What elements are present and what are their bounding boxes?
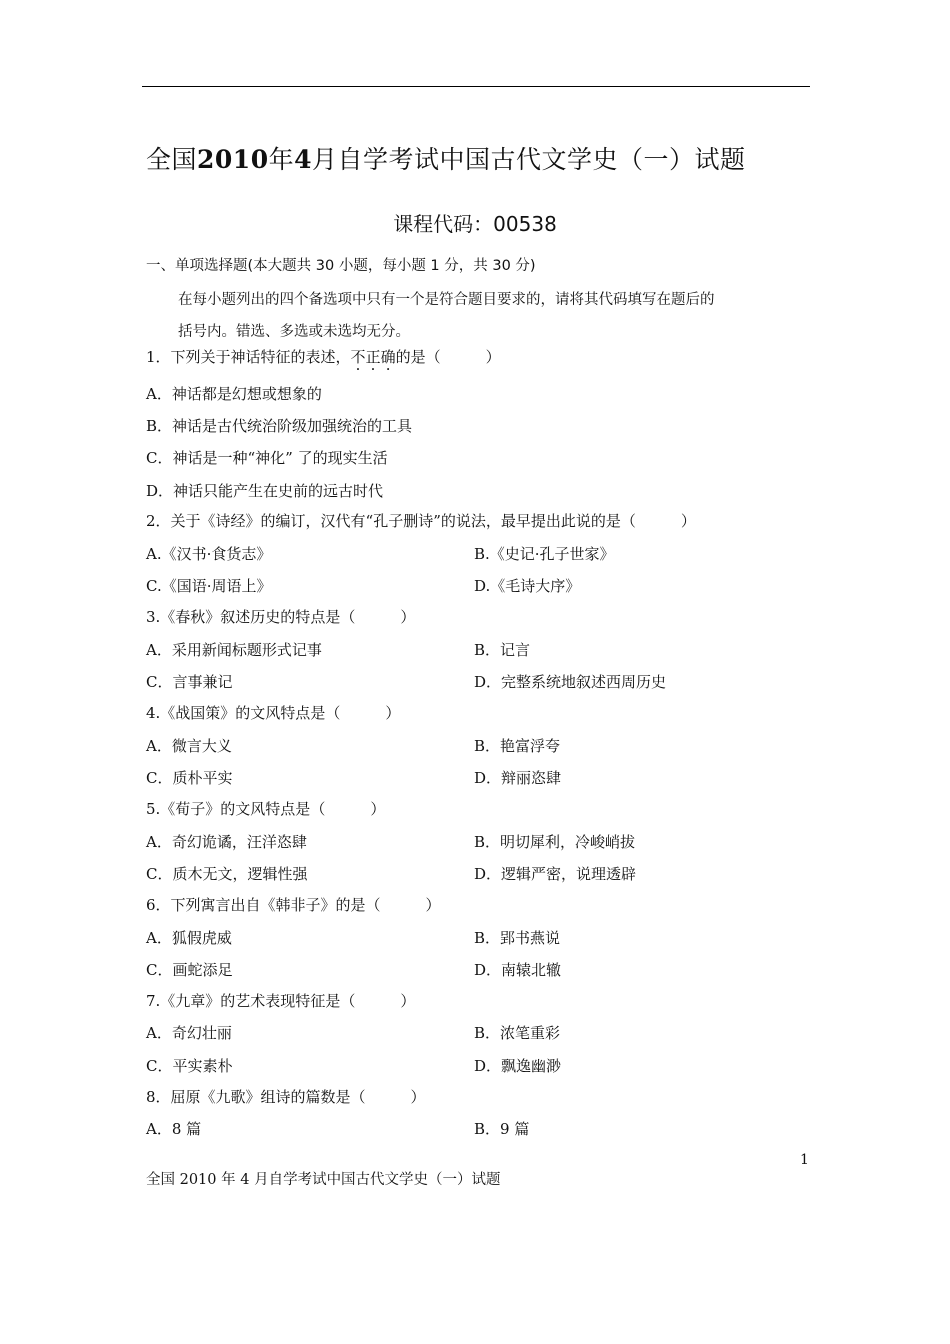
- q3-option-a: A．采用新闻标题形式记事: [146, 641, 322, 659]
- question-8: 8．屈原《九歌》组诗的篇数是（ ）: [146, 1088, 426, 1106]
- q4-option-d: D．辩丽恣肆: [474, 769, 562, 787]
- q6-option-c: C．画蛇添足: [146, 961, 233, 979]
- section-heading: 一、单项选择题(本大题共 30 小题，每小题 1 分，共 30 分): [146, 258, 536, 274]
- q8-option-b: B．9 篇: [474, 1120, 530, 1138]
- q5-option-b: B．明切犀利，冷峻峭拔: [474, 833, 636, 851]
- q6-option-b: B．郢书燕说: [474, 929, 561, 947]
- question-2: 2．关于《诗经》的编订，汉代有“孔子删诗”的说法，最早提出此说的是（ ）: [146, 512, 696, 530]
- q6-option-d: D．南辕北辙: [474, 961, 562, 979]
- q5-option-d: D．逻辑严密，说理透辟: [474, 865, 637, 883]
- q7-option-d: D．飘逸幽渺: [474, 1057, 562, 1075]
- question-6: 6．下列寓言出自《韩非子》的是（ ）: [146, 896, 441, 914]
- q3-option-c: C．言事兼记: [146, 673, 233, 691]
- question-1: 1．下列关于神话特征的表述，不正确的是（ ）: [146, 348, 501, 366]
- q1-option-a: A．神话都是幻想或想象的: [146, 385, 322, 403]
- exam-title: 全国2010年4月自学考试中国古代文学史（一）试题: [146, 145, 746, 174]
- page-number: 1: [800, 1152, 809, 1168]
- q5-option-a: A．奇幻诡谲，汪洋恣肆: [146, 833, 307, 851]
- q5-option-c: C．质木无文，逻辑性强: [146, 865, 308, 883]
- q7-option-a: A．奇幻壮丽: [146, 1024, 232, 1042]
- q3-option-d: D．完整系统地叙述西周历史: [474, 673, 667, 691]
- question-5: 5.《荀子》的文风特点是（ ）: [146, 800, 386, 818]
- q2-option-a: A.《汉书·食货志》: [146, 545, 272, 563]
- q4-option-c: C．质朴平实: [146, 769, 233, 787]
- question-3: 3.《春秋》叙述历史的特点是（ ）: [146, 608, 416, 626]
- q2-option-b: B.《史记·孔子世家》: [474, 545, 615, 563]
- q4-option-b: B．艳富浮夸: [474, 737, 561, 755]
- instructions-line-1: 在每小题列出的四个备选项中只有一个是符合题目要求的，请将其代码填写在题后的: [178, 292, 715, 308]
- q1-option-d: D．神话只能产生在史前的远古时代: [146, 482, 384, 500]
- q7-option-b: B．浓笔重彩: [474, 1024, 561, 1042]
- q6-option-a: A．狐假虎威: [146, 929, 232, 947]
- q4-option-a: A．微言大义: [146, 737, 232, 755]
- q8-option-a: A．8 篇: [146, 1120, 202, 1138]
- q2-option-c: C.《国语·周语上》: [146, 577, 272, 595]
- q7-option-c: C．平实素朴: [146, 1057, 233, 1075]
- q1-option-b: B．神话是古代统治阶级加强统治的工具: [146, 417, 413, 435]
- q1-option-c: C．神话是一种“神化” 了的现实生活: [146, 449, 388, 467]
- question-4: 4.《战国策》的文风特点是（ ）: [146, 704, 401, 722]
- course-code: 课程代码：00538: [393, 212, 557, 236]
- question-7: 7.《九章》的艺术表现特征是（ ）: [146, 992, 416, 1010]
- header-rule: [142, 86, 810, 87]
- page-footer: 全国 2010 年 4 月自学考试中国古代文学史（一）试题: [146, 1172, 501, 1188]
- q2-option-d: D.《毛诗大序》: [474, 577, 581, 595]
- instructions-line-2: 括号内。错选、多选或未选均无分。: [178, 324, 410, 340]
- q3-option-b: B．记言: [474, 641, 531, 659]
